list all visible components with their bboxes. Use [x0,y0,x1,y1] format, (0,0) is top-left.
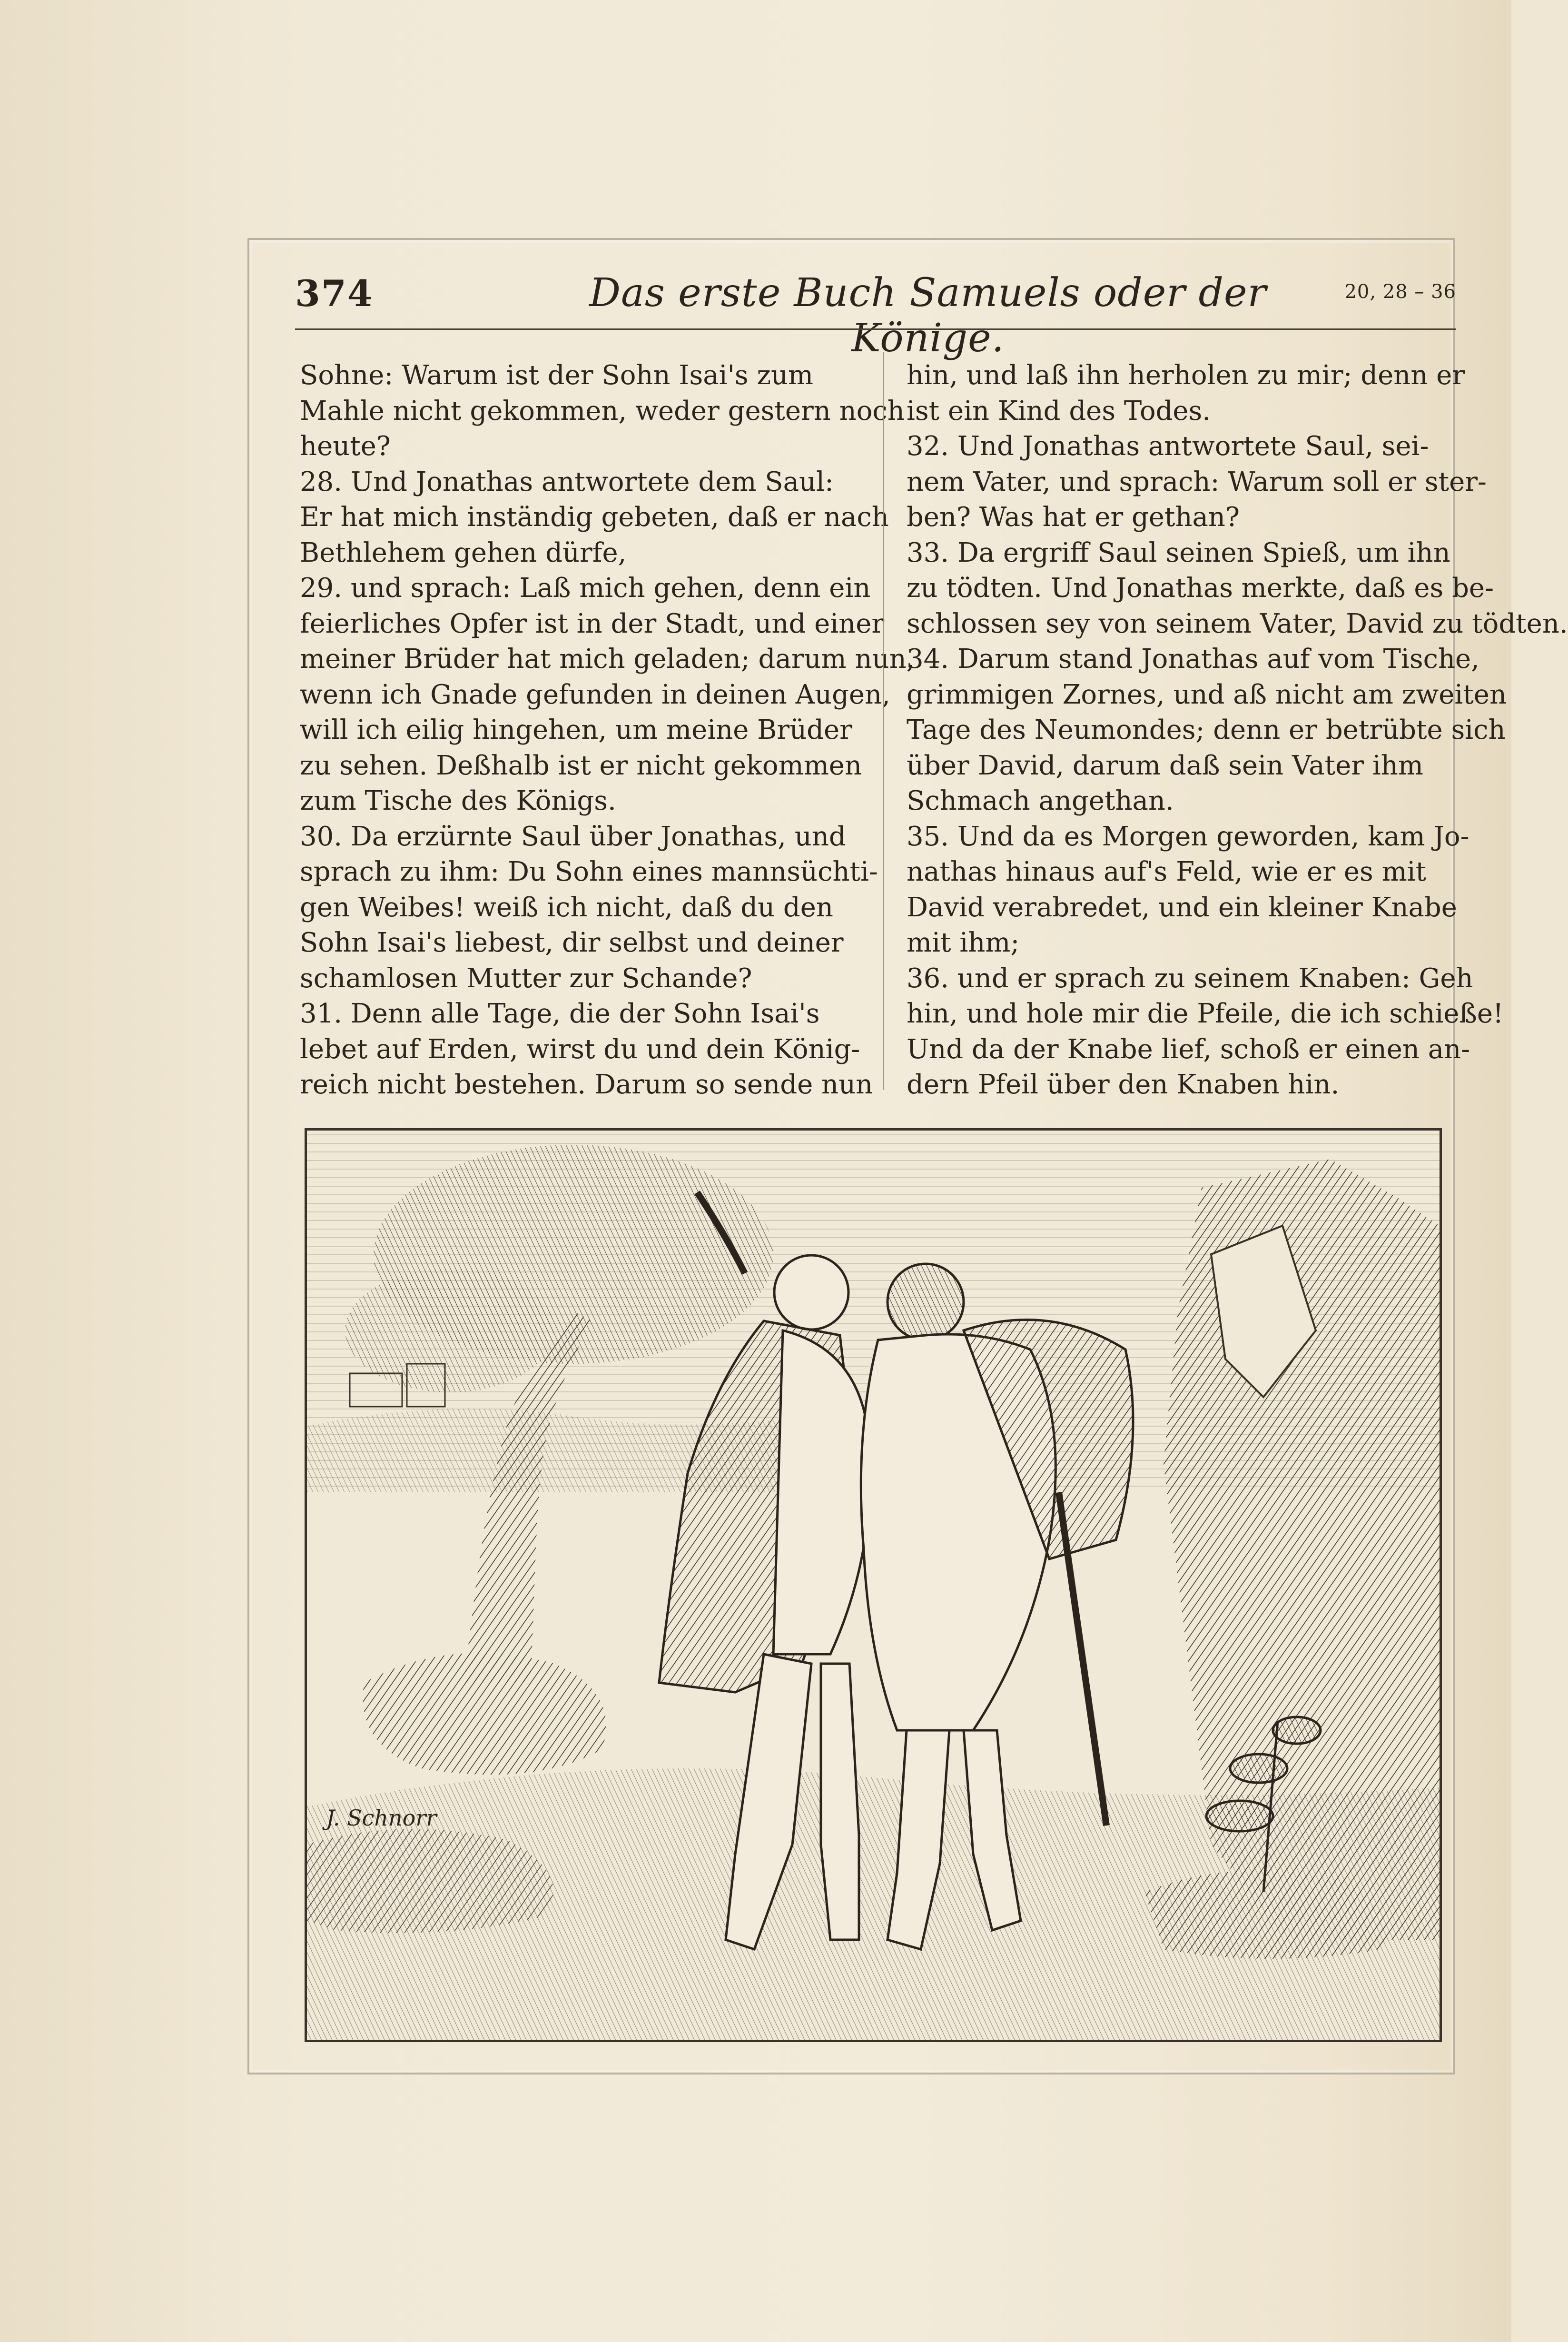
text-line: heute? [300,431,391,462]
text-line: nathas hinaus auf's Feld, wie er es mit [907,856,1427,887]
page-number: 374 [295,272,374,315]
text-line: 29. und sprach: Laß mich gehen, denn ein [300,573,871,604]
text-line: wenn ich Gnade gefunden in deinen Augen, [300,679,890,710]
text-line: schamlosen Mutter zur Schande? [300,963,752,994]
text-line: 36. und er sprach zu seinem Knaben: Geh [907,963,1473,994]
text-line: lebet auf Erden, wirst du und dein König- [300,1033,860,1065]
engraving-scene [307,1131,1440,2040]
text-line: Und da der Knabe lief, schoß er einen an- [907,1033,1470,1065]
text-line: hin, und hole mir die Pfeile, die ich schieße! [907,998,1504,1029]
text-line: Mahle nicht gekommen, weder gestern noch [300,395,905,427]
text-line: zu sehen. Deßhalb ist er nicht gekommen [300,750,862,781]
artist-signature: J. Schnorr [326,1805,437,1831]
text-line: zu tödten. Und Jonathas merkte, daß es be- [907,573,1494,604]
page-header [295,267,1466,361]
text-line: feierliches Opfer ist in der Stadt, und einer [300,608,885,639]
text-line: nem Vater, und sprach: Warum soll er ster- [907,466,1487,497]
text-line: sprach zu ihm: Du Sohn eines mannsüchti- [300,856,878,887]
text-line: Tage des Neumondes; denn er betrübte sich [907,715,1506,745]
text-line: will ich eilig hingehen, um meine Brüder [300,715,852,745]
text-line: David verabredet, und ein kleiner Knabe [907,892,1457,923]
text-line: gen Weibes! weiß ich nicht, daß du den [300,892,833,923]
text-line: grimmigen Zornes, und aß nicht am zweiten [907,679,1507,710]
text-line: 31. Denn alle Tage, die der Sohn Isai's [300,998,820,1029]
text-line: über David, darum daß sein Vater ihm [907,750,1423,781]
text-line: meiner Brüder hat mich geladen; darum nun, [300,644,915,675]
text-line: mit ihm; [907,927,1020,958]
header-rule [295,328,1456,330]
text-line: 33. Da ergriff Saul seinen Spieß, um ihn [907,537,1450,568]
text-line: 32. Und Jonathas antwortete Saul, sei- [907,431,1429,462]
text-line: Er hat mich inständig gebeten, daß er nach [300,502,889,533]
text-line: schlossen sey von seinem Vater, David zu tödten. [907,608,1568,639]
text-line: ist ein Kind des Todes. [907,395,1211,427]
text-line: 28. Und Jonathas antwortete dem Saul: [300,466,834,497]
text-line: hin, und laß ihn herholen zu mir; denn er [907,360,1465,391]
left-text-column [300,358,915,1100]
running-title: Das erste Buch Samuels oder der Könige. [589,270,1267,361]
text-line: Sohn Isai's liebest, dir selbst und deiner [300,927,844,958]
text-line: Sohne: Warum ist der Sohn Isai's zum [300,360,814,391]
text-line: 34. Darum stand Jonathas auf vom Tische, [907,644,1479,675]
chapter-reference: 20, 28 – 36 [1344,281,1456,303]
text-line: zum Tische des Königs. [300,785,616,816]
text-line: dern Pfeil über den Knaben hin. [907,1069,1340,1100]
right-text-column [907,358,1568,1100]
text-line: ben? Was hat er gethan? [907,502,1240,533]
text-line: Schmach angethan. [907,785,1174,816]
text-line: 30. Da erzürnte Saul über Jonathas, und [300,821,846,852]
column-divider [883,352,884,1090]
text-line: 35. Und da es Morgen geworden, kam Jo- [907,821,1469,852]
text-line: Bethlehem gehen dürfe, [300,537,627,568]
engraving-illustration [305,1128,1442,2042]
text-line: reich nicht bestehen. Darum so sende nun [300,1069,873,1100]
